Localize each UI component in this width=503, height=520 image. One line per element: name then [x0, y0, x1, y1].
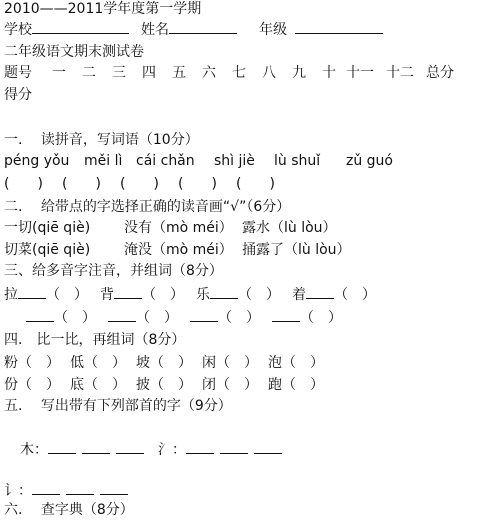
answer-blank[interactable] [100, 482, 128, 495]
section4-row1: 粉（ ） 低（ ） 坡（ ） 闲（ ） 泡（ ） [4, 355, 324, 371]
compare-char-4: 闲 [202, 355, 216, 371]
answer-blank[interactable] [116, 441, 144, 454]
pinyin-4: shì jiè [214, 153, 255, 169]
col-10: 十 [322, 65, 336, 81]
answer-paren-4[interactable]: ( ) [178, 176, 217, 192]
answer-blank[interactable] [220, 441, 248, 454]
pinyin-blank[interactable] [114, 286, 142, 299]
pinyin-blank[interactable] [190, 309, 218, 322]
col-6: 六 [202, 65, 216, 81]
section4-row2: 份（ ） 底（ ） 披（ ） 闭（ ） 跑（ ） [4, 377, 324, 393]
compare-char-10: 跑 [268, 377, 282, 393]
s2-item-5[interactable]: 淹没（mò méi） [124, 242, 233, 258]
section2-row2 [4, 241, 351, 259]
answer-paren-2[interactable]: ( ) [62, 176, 101, 192]
pinyin-1: péng yǒu [4, 153, 70, 169]
answer-paren-1[interactable]: ( ) [4, 176, 43, 192]
row-label-score: 得分 [4, 87, 32, 103]
compare-char-1: 粉 [4, 355, 18, 371]
section3-title: 三、给多音字注音，并组词（8分） [4, 263, 223, 279]
compare-char-2: 低 [70, 355, 84, 371]
exam-title: 二年级语文期末测试卷 [4, 44, 144, 60]
section1-title: 一. 读拼音，写词语（10分） [4, 132, 199, 148]
pinyin-blank[interactable] [26, 309, 54, 322]
answer-blank[interactable] [186, 441, 214, 454]
radical-label-3: 讠： [4, 483, 32, 499]
answer-parens-row [4, 175, 294, 193]
school-blank[interactable] [32, 21, 129, 34]
section2-title: 二. 给带点的字选择正确的读音画“√”（6分） [4, 199, 291, 215]
school-label: 学校 [4, 22, 32, 38]
col-12: 十二 [386, 65, 414, 81]
grade-blank[interactable] [295, 21, 383, 34]
polyphone-char-1: 拉 [4, 287, 18, 303]
section3-row1: 拉 （ ） 背 （ ） 乐 （ ） 着 （ ） [4, 287, 376, 303]
answer-paren-3[interactable]: ( ) [120, 176, 159, 192]
pinyin-blank[interactable] [108, 309, 136, 322]
answer-blank[interactable] [254, 441, 282, 454]
pinyin-5: lù shuǐ [274, 153, 321, 169]
compare-char-5: 泡 [268, 355, 282, 371]
compare-char-8: 披 [136, 377, 150, 393]
grade-label: 年级 [259, 22, 287, 38]
radical-row-2 [4, 482, 128, 500]
pinyin-blank[interactable] [210, 286, 238, 299]
radical-label-2: 氵： [158, 442, 186, 458]
section3-row2: （ ） （ ） （ ） （ ） [4, 309, 342, 327]
info-row [4, 21, 383, 39]
answer-blank[interactable] [82, 441, 110, 454]
row-label-question-no: 题号 [4, 65, 32, 81]
year-term: 2010——2011学年度第一学期 [4, 1, 202, 17]
pinyin-blank[interactable] [18, 286, 46, 299]
compare-char-6: 份 [4, 377, 18, 393]
radical-row-1 [20, 441, 282, 459]
radical-label-1: 木： [20, 442, 48, 458]
polyphone-char-4: 着 [292, 287, 306, 303]
col-9: 九 [292, 65, 306, 81]
s2-item-2[interactable]: 没有（mò méi） [124, 220, 233, 236]
polyphone-char-2: 背 [100, 287, 114, 303]
compare-char-3: 坡 [136, 355, 150, 371]
pinyin-blank[interactable] [306, 286, 334, 299]
score-table-header [4, 64, 460, 82]
col-4: 四 [142, 65, 156, 81]
col-3: 三 [112, 65, 126, 81]
col-1: 一 [52, 65, 66, 81]
answer-blank[interactable] [48, 441, 76, 454]
col-7: 七 [232, 65, 246, 81]
section5-title: 五. 写出带有下列部首的字（9分） [4, 398, 232, 414]
answer-blank[interactable] [66, 482, 94, 495]
compare-char-9: 闭 [202, 377, 216, 393]
col-11: 十一 [346, 65, 374, 81]
pinyin-2: měi lì [84, 153, 123, 169]
s2-item-3[interactable]: 露水（lù lòu） [242, 220, 337, 236]
col-total: 总分 [426, 65, 454, 81]
name-label: 姓名 [141, 22, 169, 38]
answer-paren-5[interactable]: ( ) [236, 176, 275, 192]
s2-item-4[interactable]: 切菜(qiē qiè) [4, 242, 91, 258]
section6-title: 六. 查字典（8分） [4, 502, 134, 518]
s2-item-1[interactable]: 一切(qiē qiè) [4, 220, 91, 236]
pinyin-blank[interactable] [272, 309, 300, 322]
col-2: 二 [82, 65, 96, 81]
pinyin-6: zǔ guó [346, 153, 393, 169]
section2-row1 [4, 219, 337, 237]
compare-char-7: 底 [70, 377, 84, 393]
col-8: 八 [262, 65, 276, 81]
name-blank[interactable] [169, 21, 237, 34]
polyphone-char-3: 乐 [196, 287, 210, 303]
pinyin-row [4, 152, 406, 170]
s2-item-6[interactable]: 捅露了（lù lòu） [242, 242, 351, 258]
col-5: 五 [172, 65, 186, 81]
pinyin-3: cái chǎn [136, 153, 195, 169]
answer-blank[interactable] [32, 482, 60, 495]
section4-title: 四. 比一比，再组词（8分） [4, 332, 186, 348]
